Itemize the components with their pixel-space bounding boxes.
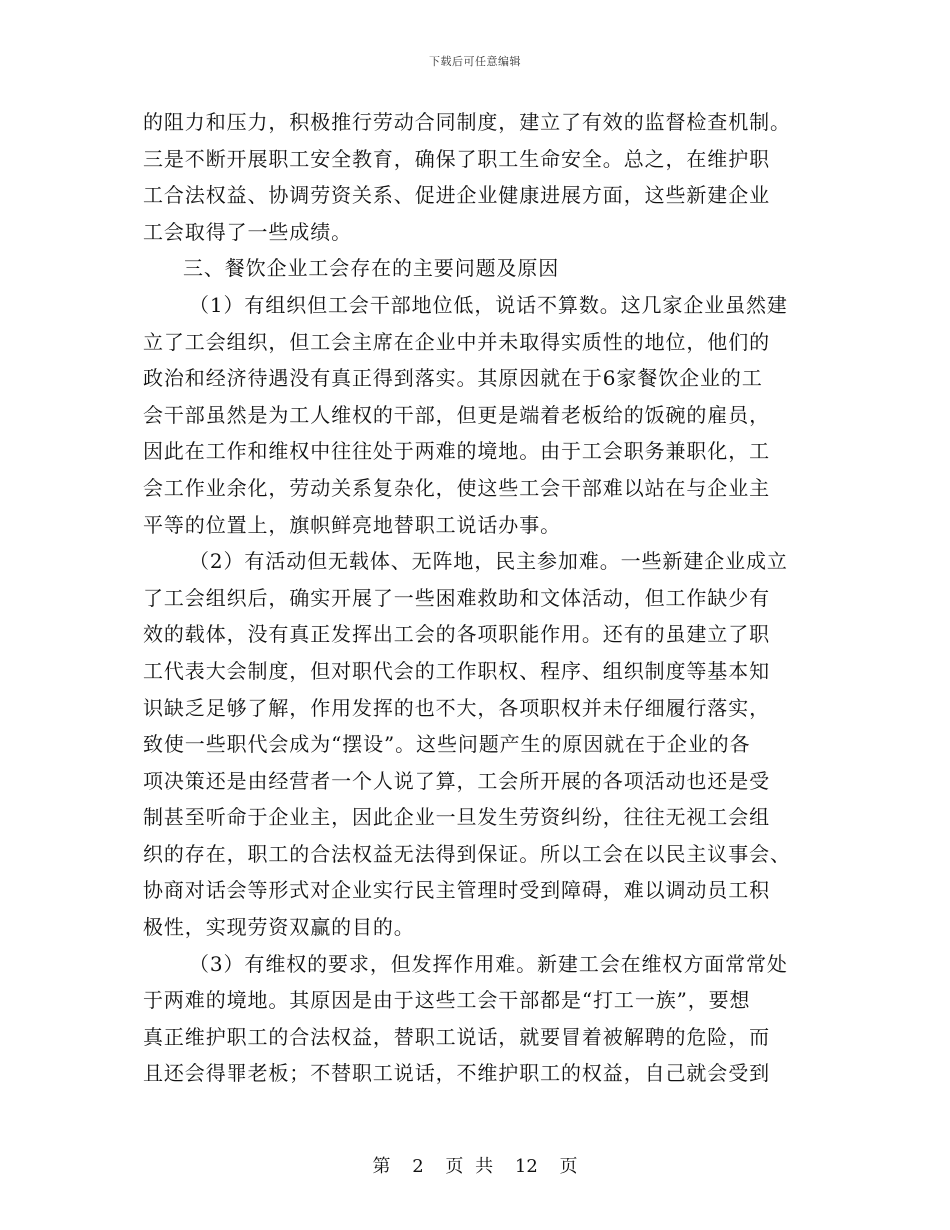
page-header: 下载后可任意编辑 bbox=[429, 55, 521, 68]
paragraph-line: 会工作业余化，劳动关系复杂化，使这些工会干部难以站在与企业主 bbox=[143, 475, 770, 500]
paragraph-line: 因此在工作和维权中往往处于两难的境地。由于工会职务兼职化，工 bbox=[143, 439, 770, 464]
total-page-count: 12 bbox=[514, 1156, 538, 1177]
page-number-footer bbox=[0, 1152, 950, 1178]
paragraph-line: 工会取得了一些成绩。 bbox=[143, 219, 352, 244]
paragraph-line: 工代表大会制度，但对职代会的工作职权、程序、组织制度等基本知 bbox=[143, 658, 770, 683]
paragraph-line: 极性，实现劳资双赢的目的。 bbox=[143, 915, 415, 940]
paragraph-line: 效的载体，没有真正发挥出工会的各项职能作用。还有的虽建立了职 bbox=[143, 622, 770, 647]
paragraph-line: 于两难的境地。其原因是由于这些工会干部都是“打工一族”，要想 bbox=[143, 988, 751, 1013]
paragraph-line: 政治和经济待遇没有真正得到落实。其原因就在于6家餐饮企业的工 bbox=[143, 366, 763, 391]
current-page-number: 2 bbox=[412, 1156, 424, 1177]
paragraph-line: 立了工会组织，但工会主席在企业中并未取得实质性的地位，他们的 bbox=[143, 329, 770, 354]
footer-prefix: 第 bbox=[372, 1156, 391, 1177]
paragraph-line: 织的存在，职工的合法权益无法得到保证。所以工会在以民主议事会、 bbox=[143, 841, 791, 866]
section-heading: 三、餐饮企业工会存在的主要问题及原因 bbox=[183, 256, 560, 281]
paragraph-line: 致使一些职代会成为“摆设”。这些问题产生的原因就在于企业的各 bbox=[143, 732, 751, 757]
paragraph-line: 协商对话会等形式对企业实行民主管理时受到障碍，难以调动员工积 bbox=[143, 878, 770, 903]
footer-suffix: 页 bbox=[559, 1156, 578, 1177]
paragraph-line: （3）有维权的要求，但发挥作用难。新建工会在维权方面常常处 bbox=[189, 951, 788, 976]
paragraph-line: 会干部虽然是为工人维权的干部，但更是端着老板给的饭碗的雇员， bbox=[143, 402, 770, 427]
paragraph-line: 识缺乏足够了解，作用发挥的也不大，各项职权并未仔细履行落实， bbox=[143, 695, 770, 720]
footer-middle: 页 共 bbox=[445, 1156, 494, 1177]
paragraph-line: 项决策还是由经营者一个人说了算，工会所开展的各项活动也还是受 bbox=[143, 768, 770, 793]
paragraph-line: 了工会组织后，确实开展了一些困难救助和文体活动，但工作缺少有 bbox=[143, 585, 770, 610]
paragraph-line: 且还会得罪老板；不替职工说话，不维护职工的权益，自己就会受到 bbox=[143, 1061, 770, 1086]
paragraph-line: 真正维护职工的合法权益，替职工说话，就要冒着被解聘的危险，而 bbox=[143, 1024, 770, 1049]
paragraph-line: 平等的位置上，旗帜鲜亮地替职工说话办事。 bbox=[143, 512, 561, 537]
paragraph-line: 的阻力和压力，积极推行劳动合同制度，建立了有效的监督检查机制。 bbox=[143, 110, 791, 134]
paragraph-line: （2）有活动但无载体、无阵地，民主参加难。一些新建企业成立 bbox=[189, 549, 788, 574]
paragraph-line: 制甚至听命于企业主，因此企业一旦发生劳资纠纷，往往无视工会组 bbox=[143, 805, 770, 830]
paragraph-line: （1）有组织但工会干部地位低，说话不算数。这几家企业虽然建 bbox=[189, 292, 788, 317]
paragraph-line: 工合法权益、协调劳资关系、促进企业健康进展方面，这些新建企业 bbox=[143, 183, 770, 208]
paragraph-line: 三是不断开展职工安全教育，确保了职工生命安全。总之，在维护职 bbox=[143, 146, 770, 171]
document-body bbox=[143, 104, 813, 1092]
